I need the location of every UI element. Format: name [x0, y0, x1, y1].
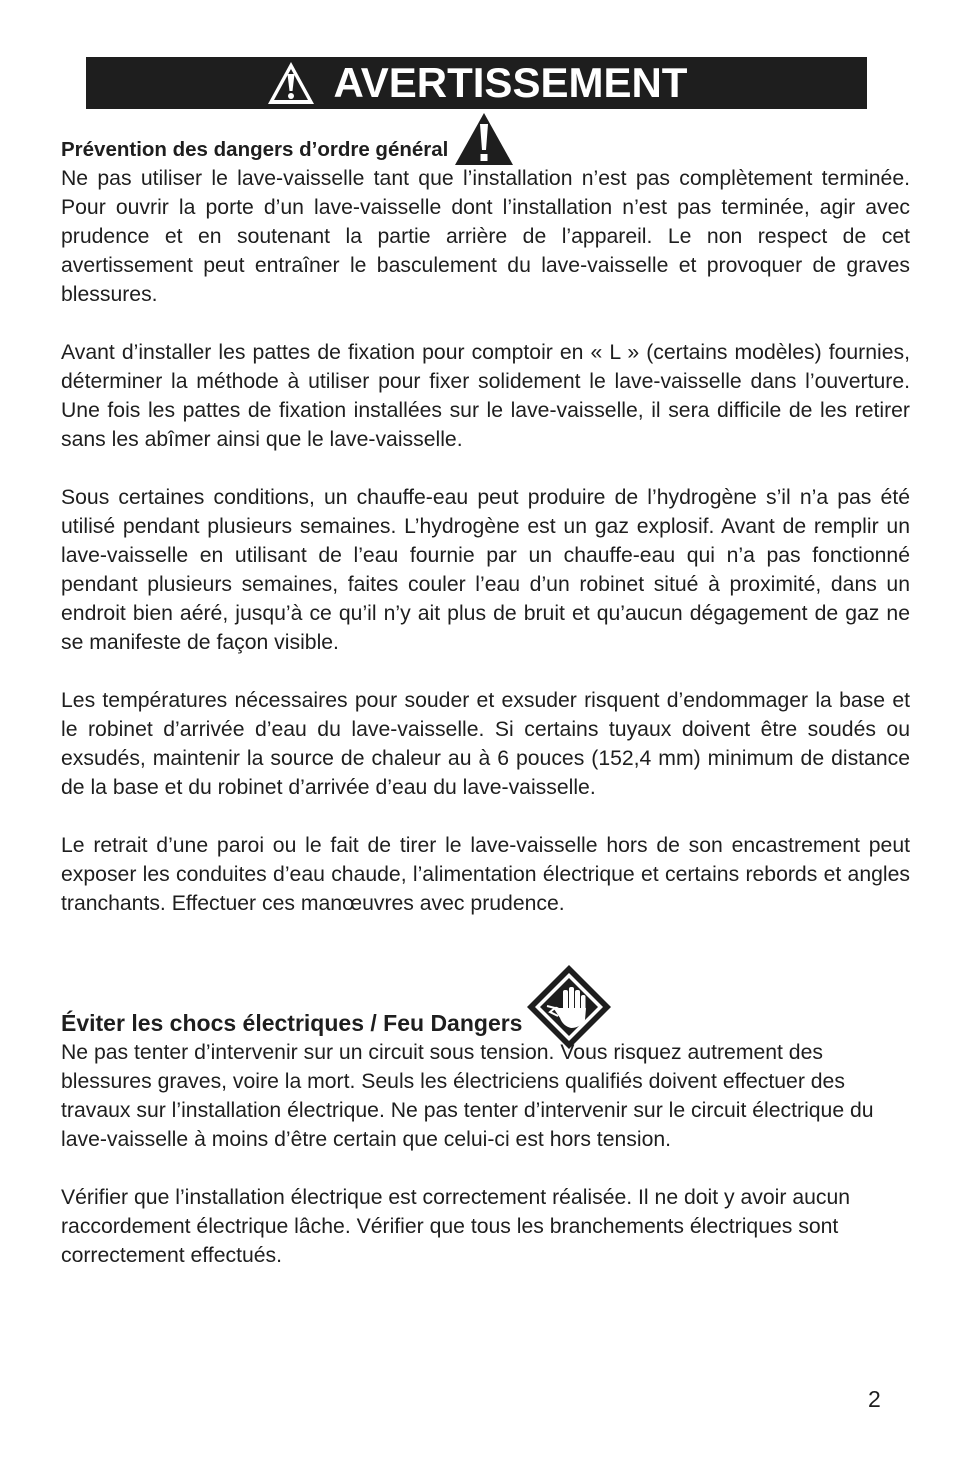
- warning-triangle-icon: [266, 60, 316, 106]
- paragraph-electrical-2: Vérifier que l’installation électrique est correctement réalisée. Il ne doit y avoir aucun raccordement électrique lâche. Vérifier que tous les branchements électriques sont correctement effectués.: [61, 1186, 851, 1267]
- page-number: 2: [868, 1386, 881, 1412]
- banner-title: AVERTISSEMENT: [333, 59, 688, 106]
- paragraph-general-1: Ne pas utiliser le lave-vaisselle tant que l’installation n’est pas complètement terminée. Pour ouvrir la porte d’un lave-vaisselle dont l’installation n’est pas terminée, agir avec prudence et en soutenant la partie arrière de l’appareil. Le non respect de cet avertissement peut entraîner le basculement du lave-vaisselle et provoquer de graves blessures.: [61, 167, 910, 306]
- warning-triangle-icon: [454, 112, 514, 166]
- paragraph-electrical-1: Ne pas tenter d’intervenir sur un circuit sous tension. Vous risquez autrement des blessures graves, voire la mort. Seuls les électriciens qualifiés doivent effectuer des travaux sur l’installation électrique. Ne pas tenter d’intervenir sur le circuit électrique du lave-vaisselle à moins d’être certain que celui-ci est hors tension.: [61, 1041, 874, 1151]
- section-title-electrical: Éviter les chocs électriques / Feu Dangers: [61, 1010, 523, 1036]
- paragraph-general-4: Les températures nécessaires pour souder et exsuder risquent d’endommager la base et le robinet d’arrivée d’eau du lave-vaisselle. Si certains tuyaux doivent être soudés ou exsudés, maintenir la source de chaleur au à 6 pouces (152,4 mm) minimum de distance de la base et du robinet d’arrivée d’eau du lave-vaisselle.: [61, 689, 910, 799]
- paragraph-general-5: Le retrait d’une paroi ou le fait de tirer le lave-vaisselle hors de son encastrement peut exposer les conduites d’eau chaude, l’alimentation électrique et certains rebords et angles tranchants. Effectuer ces manœuvres avec prudence.: [61, 834, 910, 915]
- page-content: [61, 112, 910, 1270]
- warning-banner: [86, 57, 867, 109]
- section-header-general-hazards: [61, 112, 910, 164]
- paragraph-general-2: Avant d’installer les pattes de fixation pour comptoir en « L » (certains modèles) fournies, déterminer la méthode à utiliser pour fixer solidement le lave-vaisselle dans l’ouverture. Une fois les pattes de fixation installées sur le lave-vaisselle, il sera difficile de les retirer sans les abîmer ainsi que le lave-vaisselle.: [61, 341, 910, 451]
- section-header-electrical: [61, 962, 910, 1038]
- paragraph-general-3: Sous certaines conditions, un chauffe-eau peut produire de l’hydrogène s’il n’a pas été utilisé pendant plusieurs semaines. L’hydrogène est un gaz explosif. Avant de remplir un lave-vaisselle en utilisant de l’eau fournie par un chauffe-eau qui n’a pas fonctionné pendant plusieurs semaines, faites couler l’eau d’un robinet situé à proximité, dans un endroit bien aéré, jusqu’à ce qu’il n’y ait plus de bruit et qu’aucun dégagement de gaz ne se manifeste de façon visible.: [61, 486, 910, 654]
- section-title-general-hazards: Prévention des dangers d’ordre général: [61, 138, 449, 161]
